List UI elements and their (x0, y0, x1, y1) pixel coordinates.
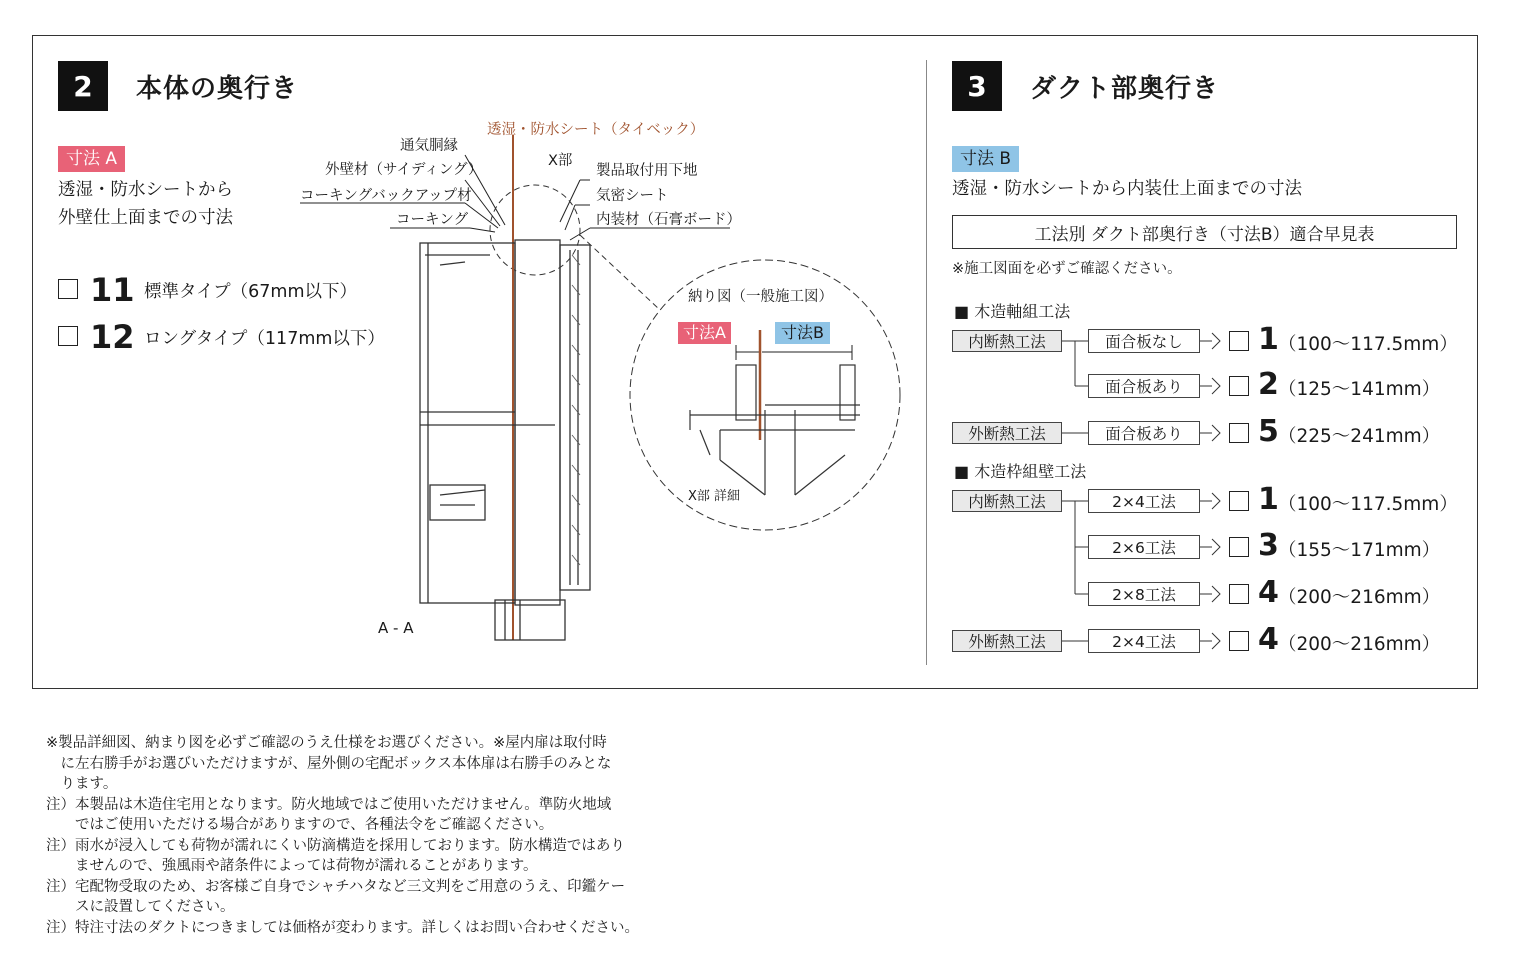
section-label: A - A (378, 619, 414, 637)
sub-no-face-plywood: 面合板なし (1088, 329, 1200, 353)
callout-siding: 外壁材（サイディング） (325, 162, 483, 178)
section3-number: 3 (952, 61, 1002, 111)
group-wood-frame-title: ■ 木造軸組工法 (954, 302, 1071, 321)
dimension-a-desc-line1: 透湿・防水シートから (58, 180, 233, 200)
dimension-a-desc-line2: 外壁仕上面までの寸法 (58, 208, 233, 228)
sub-2x4: 2×4工法 (1088, 489, 1200, 513)
note-line: ではご使用いただける場合がありますので、各種法令をご確認ください。 (46, 817, 554, 833)
notes-block (46, 733, 686, 938)
dimension-b-desc: 透湿・防水シートから内装仕上面までの寸法 (952, 179, 1302, 199)
note-line: に左右勝手がお選びいただけますが、屋外側の宅配ボックス本体扉は右勝手のみとな (46, 755, 612, 772)
dimension-b-tag: 寸法 B (952, 146, 1019, 172)
sub-face-plywood-outer: 面合板あり (1088, 421, 1200, 445)
option-range-1b: （100〜117.5mm） (1278, 494, 1458, 515)
option-3-checkbox[interactable] (1229, 537, 1249, 557)
option-number-4b: 4 (1258, 622, 1279, 657)
detail-dimension-a-tag: 寸法A (678, 322, 731, 344)
callout-backup-material: コーキングバックアップ材 (300, 188, 472, 204)
sub-2x8: 2×8工法 (1088, 582, 1200, 606)
callout-x-part: X部 (548, 153, 573, 169)
table-note: ※施工図面を必ずご確認ください。 (952, 261, 1182, 277)
option-range-2: （125〜141mm） (1278, 379, 1441, 400)
callout-base: 製品取付用下地 (596, 163, 698, 179)
option-12-number: 12 (90, 318, 135, 356)
option-1b-checkbox[interactable] (1229, 491, 1249, 511)
sub-2x4-outer: 2×4工法 (1088, 629, 1200, 653)
method-inner-insulation: 内断熱工法 (952, 330, 1062, 352)
option-range-3: （155〜171mm） (1278, 540, 1441, 561)
callout-airtight-sheet: 気密シート (596, 188, 669, 204)
section2-number: 2 (58, 61, 108, 111)
callout-interior-board: 内装材（石膏ボード） (596, 212, 741, 228)
section2-title: 本体の奥行き (136, 74, 299, 104)
callout-caulking: コーキング (396, 212, 469, 228)
sub-2x6: 2×6工法 (1088, 535, 1200, 559)
option-range-5: （225〜241mm） (1278, 426, 1441, 447)
option-number-2: 2 (1258, 367, 1279, 402)
option-number-4: 4 (1258, 575, 1279, 610)
detail-title: 納り図（一般施工図） (688, 289, 833, 305)
table-title: 工法別 ダクト部奥行き（寸法B）適合早見表 (952, 215, 1457, 249)
option-2-checkbox[interactable] (1229, 376, 1249, 396)
note-line: 注）本製品は木造住宅用となります。防火地域ではご使用いただけません。準防火地域 (46, 796, 612, 813)
section-divider (926, 60, 927, 665)
option-range-4: （200〜216mm） (1278, 587, 1441, 608)
option-4b-checkbox[interactable] (1229, 631, 1249, 651)
detail-caption: X部 詳細 (688, 489, 741, 504)
note-line: ※製品詳細図、納まり図を必ずご確認のうえ仕様をお選びください。※屋内扉は取付時 (46, 735, 607, 751)
note-line: スに設置してください。 (46, 899, 235, 915)
option-number-5: 5 (1258, 414, 1279, 449)
note-line: ませんので、強風雨や諸条件によっては荷物が濡れることがあります。 (46, 858, 538, 874)
sub-face-plywood: 面合板あり (1088, 374, 1200, 398)
option-1-checkbox[interactable] (1229, 331, 1249, 351)
option-11-checkbox[interactable] (58, 279, 78, 299)
group-2x4-frame-title: ■ 木造枠組壁工法 (954, 462, 1087, 481)
option-number-3: 3 (1258, 528, 1279, 563)
option-range-1: （100〜117.5mm） (1278, 334, 1458, 355)
section3-title: ダクト部奥行き (1030, 74, 1220, 104)
option-12-label: ロングタイプ（117mm以下） (144, 329, 385, 349)
note-line: 注）雨水が浸入しても荷物が濡れにくい防滴構造を採用しております。防水構造ではあり (46, 837, 625, 854)
note-line: ります。 (46, 776, 118, 792)
dimension-a-tag: 寸法 A (58, 146, 125, 172)
callout-vent-furring: 通気胴縁 (400, 138, 458, 154)
detail-dimension-b-tag: 寸法B (775, 322, 830, 344)
option-12-checkbox[interactable] (58, 326, 78, 346)
callout-moisture-sheet: 透湿・防水シート（タイベック） (487, 122, 705, 138)
option-number-1b: 1 (1258, 482, 1279, 517)
option-11-number: 11 (90, 271, 135, 309)
method-outer-insulation: 外断熱工法 (952, 422, 1062, 444)
note-line: 注）宅配物受取のため、お客様ご自身でシャチハタなど三文判をご用意のうえ、印鑑ケー (46, 878, 626, 895)
option-11-label: 標準タイプ（67mm以下） (144, 282, 357, 302)
option-4-checkbox[interactable] (1229, 584, 1249, 604)
method-outer-insulation-2x: 外断熱工法 (952, 630, 1062, 652)
note-line: 注）特注寸法のダクトにつきましては価格が変わります。詳しくはお問い合わせください。 (46, 919, 640, 936)
option-5-checkbox[interactable] (1229, 423, 1249, 443)
option-range-4b: （200〜216mm） (1278, 634, 1441, 655)
method-inner-insulation-2x: 内断熱工法 (952, 490, 1062, 512)
option-number-1: 1 (1258, 322, 1279, 357)
